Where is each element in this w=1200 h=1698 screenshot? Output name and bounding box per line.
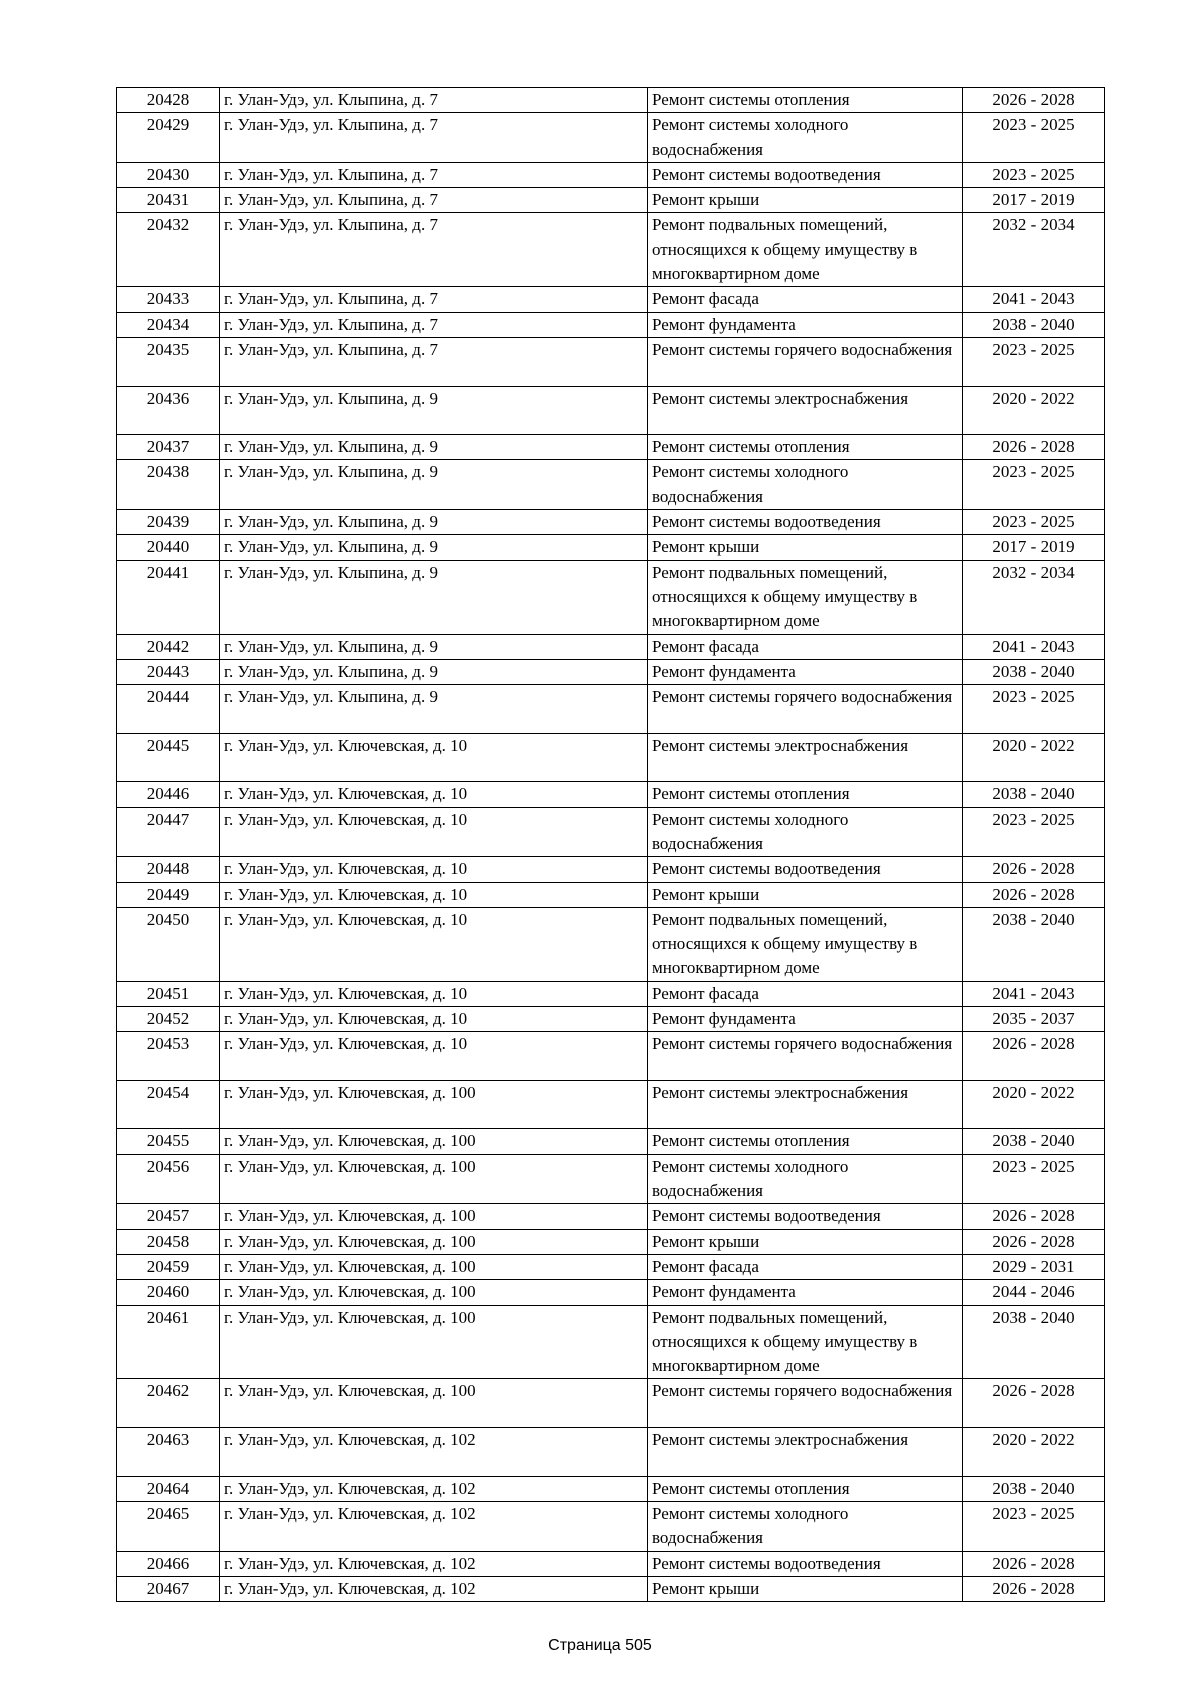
- table-row: [117, 1129, 1105, 1154]
- table-row: [117, 807, 1105, 857]
- cell-number: 20444: [117, 685, 220, 734]
- cell-work-type: Ремонт системы холодного водоснабжения: [648, 460, 963, 510]
- cell-work-type: Ремонт системы водоотведения: [648, 1204, 963, 1229]
- table-row: [117, 1229, 1105, 1254]
- cell-address: г. Улан-Удэ, ул. Клыпина, д. 7: [220, 337, 648, 386]
- cell-number: 20442: [117, 634, 220, 659]
- cell-work-type: Ремонт системы водоотведения: [648, 857, 963, 882]
- cell-number: 20435: [117, 337, 220, 386]
- cell-number: 20430: [117, 162, 220, 187]
- cell-period: 2020 - 2022: [963, 1428, 1105, 1477]
- cell-address: г. Улан-Удэ, ул. Клыпина, д. 9: [220, 659, 648, 684]
- cell-period: 2023 - 2025: [963, 807, 1105, 857]
- cell-work-type: Ремонт системы электроснабжения: [648, 733, 963, 782]
- cell-number: 20452: [117, 1006, 220, 1031]
- table-row: [117, 1379, 1105, 1428]
- table-row: [117, 857, 1105, 882]
- cell-number: 20432: [117, 213, 220, 287]
- table-row: [117, 1576, 1105, 1601]
- table-row: [117, 1280, 1105, 1305]
- cell-number: 20455: [117, 1129, 220, 1154]
- table-row: [117, 685, 1105, 734]
- cell-address: г. Улан-Удэ, ул. Ключевская, д. 10: [220, 857, 648, 882]
- cell-period: 2023 - 2025: [963, 1154, 1105, 1204]
- cell-work-type: Ремонт крыши: [648, 535, 963, 560]
- page-number: Страница 505: [548, 1637, 652, 1654]
- table-row: [117, 1254, 1105, 1279]
- cell-period: 2023 - 2025: [963, 685, 1105, 734]
- cell-address: г. Улан-Удэ, ул. Клыпина, д. 7: [220, 312, 648, 337]
- cell-work-type: Ремонт системы горячего водоснабжения: [648, 337, 963, 386]
- table-row: [117, 1204, 1105, 1229]
- cell-address: г. Улан-Удэ, ул. Ключевская, д. 10: [220, 882, 648, 907]
- cell-address: г. Улан-Удэ, ул. Ключевская, д. 10: [220, 782, 648, 807]
- cell-number: 20431: [117, 188, 220, 213]
- table-body: [117, 88, 1105, 1602]
- cell-address: г. Улан-Удэ, ул. Клыпина, д. 9: [220, 685, 648, 734]
- cell-number: 20434: [117, 312, 220, 337]
- table-row: [117, 1428, 1105, 1477]
- cell-number: 20461: [117, 1305, 220, 1379]
- cell-period: 2026 - 2028: [963, 1551, 1105, 1576]
- cell-number: 20463: [117, 1428, 220, 1477]
- cell-address: г. Улан-Удэ, ул. Ключевская, д. 100: [220, 1129, 648, 1154]
- cell-address: г. Улан-Удэ, ул. Клыпина, д. 9: [220, 560, 648, 634]
- table-row: [117, 287, 1105, 312]
- cell-period: 2023 - 2025: [963, 460, 1105, 510]
- cell-work-type: Ремонт системы электроснабжения: [648, 386, 963, 435]
- cell-number: 20429: [117, 113, 220, 163]
- cell-work-type: Ремонт фасада: [648, 634, 963, 659]
- cell-address: г. Улан-Удэ, ул. Ключевская, д. 100: [220, 1154, 648, 1204]
- cell-address: г. Улан-Удэ, ул. Ключевская, д. 100: [220, 1080, 648, 1129]
- cell-period: 2026 - 2028: [963, 882, 1105, 907]
- cell-address: г. Улан-Удэ, ул. Ключевская, д. 10: [220, 1032, 648, 1081]
- cell-address: г. Улан-Удэ, ул. Клыпина, д. 7: [220, 188, 648, 213]
- cell-work-type: Ремонт системы отопления: [648, 88, 963, 113]
- cell-period: 2029 - 2031: [963, 1254, 1105, 1279]
- cell-work-type: Ремонт системы холодного водоснабжения: [648, 113, 963, 163]
- cell-number: 20462: [117, 1379, 220, 1428]
- cell-number: 20467: [117, 1576, 220, 1601]
- table-row: [117, 1080, 1105, 1129]
- cell-period: 2026 - 2028: [963, 1032, 1105, 1081]
- cell-number: 20439: [117, 510, 220, 535]
- cell-work-type: Ремонт системы отопления: [648, 435, 963, 460]
- cell-number: 20464: [117, 1476, 220, 1501]
- table-row: [117, 733, 1105, 782]
- cell-address: г. Улан-Удэ, ул. Клыпина, д. 9: [220, 386, 648, 435]
- cell-number: 20449: [117, 882, 220, 907]
- cell-period: 2020 - 2022: [963, 1080, 1105, 1129]
- cell-period: 2026 - 2028: [963, 435, 1105, 460]
- cell-period: 2038 - 2040: [963, 659, 1105, 684]
- cell-work-type: Ремонт системы отопления: [648, 782, 963, 807]
- cell-number: 20446: [117, 782, 220, 807]
- cell-number: 20454: [117, 1080, 220, 1129]
- cell-work-type: Ремонт системы холодного водоснабжения: [648, 807, 963, 857]
- cell-number: 20465: [117, 1501, 220, 1551]
- cell-period: 2038 - 2040: [963, 1129, 1105, 1154]
- cell-work-type: Ремонт системы горячего водоснабжения: [648, 685, 963, 734]
- cell-period: 2017 - 2019: [963, 535, 1105, 560]
- cell-work-type: Ремонт фундамента: [648, 659, 963, 684]
- cell-period: 2044 - 2046: [963, 1280, 1105, 1305]
- cell-work-type: Ремонт фасада: [648, 287, 963, 312]
- table-row: [117, 88, 1105, 113]
- cell-work-type: Ремонт крыши: [648, 1576, 963, 1601]
- cell-period: 2026 - 2028: [963, 1576, 1105, 1601]
- cell-address: г. Улан-Удэ, ул. Ключевская, д. 102: [220, 1576, 648, 1601]
- cell-address: г. Улан-Удэ, ул. Ключевская, д. 100: [220, 1280, 648, 1305]
- cell-address: г. Улан-Удэ, ул. Клыпина, д. 7: [220, 287, 648, 312]
- cell-work-type: Ремонт подвальных помещений, относящихся к общему имуществу в многоквартирном доме: [648, 907, 963, 981]
- cell-work-type: Ремонт системы электроснабжения: [648, 1080, 963, 1129]
- table-row: [117, 1032, 1105, 1081]
- table-row: [117, 907, 1105, 981]
- table-row: [117, 113, 1105, 163]
- table-row: [117, 560, 1105, 634]
- cell-number: 20447: [117, 807, 220, 857]
- cell-address: г. Улан-Удэ, ул. Клыпина, д. 9: [220, 510, 648, 535]
- table-row: [117, 1006, 1105, 1031]
- cell-number: 20460: [117, 1280, 220, 1305]
- cell-period: 2038 - 2040: [963, 1476, 1105, 1501]
- cell-work-type: Ремонт крыши: [648, 1229, 963, 1254]
- cell-period: 2026 - 2028: [963, 1229, 1105, 1254]
- cell-work-type: Ремонт системы горячего водоснабжения: [648, 1379, 963, 1428]
- cell-address: г. Улан-Удэ, ул. Клыпина, д. 7: [220, 113, 648, 163]
- cell-address: г. Улан-Удэ, ул. Ключевская, д. 102: [220, 1428, 648, 1477]
- cell-work-type: Ремонт системы водоотведения: [648, 1551, 963, 1576]
- table-row: [117, 312, 1105, 337]
- table-row: [117, 659, 1105, 684]
- cell-number: 20437: [117, 435, 220, 460]
- cell-address: г. Улан-Удэ, ул. Ключевская, д. 100: [220, 1229, 648, 1254]
- work-schedule-table: [116, 87, 1105, 1602]
- cell-address: г. Улан-Удэ, ул. Ключевская, д. 100: [220, 1254, 648, 1279]
- table-row: [117, 535, 1105, 560]
- cell-address: г. Улан-Удэ, ул. Клыпина, д. 9: [220, 535, 648, 560]
- cell-address: г. Улан-Удэ, ул. Ключевская, д. 100: [220, 1379, 648, 1428]
- table-row: [117, 1501, 1105, 1551]
- cell-number: 20448: [117, 857, 220, 882]
- cell-address: г. Улан-Удэ, ул. Клыпина, д. 7: [220, 162, 648, 187]
- cell-number: 20445: [117, 733, 220, 782]
- table-row: [117, 162, 1105, 187]
- cell-address: г. Улан-Удэ, ул. Ключевская, д. 102: [220, 1551, 648, 1576]
- cell-period: 2038 - 2040: [963, 907, 1105, 981]
- table-row: [117, 782, 1105, 807]
- cell-number: 20428: [117, 88, 220, 113]
- cell-address: г. Улан-Удэ, ул. Клыпина, д. 9: [220, 634, 648, 659]
- cell-period: 2035 - 2037: [963, 1006, 1105, 1031]
- cell-number: 20450: [117, 907, 220, 981]
- cell-address: г. Улан-Удэ, ул. Ключевская, д. 10: [220, 981, 648, 1006]
- table-row: [117, 460, 1105, 510]
- cell-address: г. Улан-Удэ, ул. Ключевская, д. 100: [220, 1204, 648, 1229]
- cell-number: 20441: [117, 560, 220, 634]
- cell-period: 2026 - 2028: [963, 1204, 1105, 1229]
- cell-number: 20451: [117, 981, 220, 1006]
- page-footer: [0, 1637, 1200, 1655]
- cell-period: 2026 - 2028: [963, 1379, 1105, 1428]
- cell-period: 2020 - 2022: [963, 733, 1105, 782]
- cell-period: 2017 - 2019: [963, 188, 1105, 213]
- cell-work-type: Ремонт фундамента: [648, 312, 963, 337]
- cell-period: 2023 - 2025: [963, 1501, 1105, 1551]
- table-row: [117, 1476, 1105, 1501]
- table-row: [117, 213, 1105, 287]
- cell-period: 2038 - 2040: [963, 1305, 1105, 1379]
- table-row: [117, 337, 1105, 386]
- cell-work-type: Ремонт системы холодного водоснабжения: [648, 1154, 963, 1204]
- table-row: [117, 634, 1105, 659]
- table-row: [117, 981, 1105, 1006]
- cell-number: 20459: [117, 1254, 220, 1279]
- cell-address: г. Улан-Удэ, ул. Ключевская, д. 10: [220, 907, 648, 981]
- table-row: [117, 435, 1105, 460]
- table-row: [117, 510, 1105, 535]
- table-row: [117, 188, 1105, 213]
- cell-address: г. Улан-Удэ, ул. Ключевская, д. 10: [220, 1006, 648, 1031]
- cell-work-type: Ремонт системы водоотведения: [648, 510, 963, 535]
- cell-work-type: Ремонт подвальных помещений, относящихся к общему имуществу в многоквартирном доме: [648, 213, 963, 287]
- cell-work-type: Ремонт системы горячего водоснабжения: [648, 1032, 963, 1081]
- cell-work-type: Ремонт фасада: [648, 1254, 963, 1279]
- cell-work-type: Ремонт системы электроснабжения: [648, 1428, 963, 1477]
- cell-work-type: Ремонт крыши: [648, 188, 963, 213]
- cell-period: 2026 - 2028: [963, 88, 1105, 113]
- table-row: [117, 882, 1105, 907]
- cell-period: 2023 - 2025: [963, 510, 1105, 535]
- table-row: [117, 1305, 1105, 1379]
- cell-address: г. Улан-Удэ, ул. Ключевская, д. 10: [220, 807, 648, 857]
- cell-work-type: Ремонт системы водоотведения: [648, 162, 963, 187]
- cell-work-type: Ремонт фундамента: [648, 1006, 963, 1031]
- cell-work-type: Ремонт крыши: [648, 882, 963, 907]
- cell-number: 20436: [117, 386, 220, 435]
- cell-period: 2023 - 2025: [963, 162, 1105, 187]
- table-row: [117, 1154, 1105, 1204]
- cell-address: г. Улан-Удэ, ул. Ключевская, д. 102: [220, 1501, 648, 1551]
- cell-work-type: Ремонт подвальных помещений, относящихся к общему имуществу в многоквартирном доме: [648, 560, 963, 634]
- cell-work-type: Ремонт подвальных помещений, относящихся к общему имуществу в многоквартирном доме: [648, 1305, 963, 1379]
- cell-work-type: Ремонт системы отопления: [648, 1476, 963, 1501]
- cell-address: г. Улан-Удэ, ул. Клыпина, д. 7: [220, 213, 648, 287]
- cell-period: 2032 - 2034: [963, 560, 1105, 634]
- cell-work-type: Ремонт системы холодного водоснабжения: [648, 1501, 963, 1551]
- cell-period: 2038 - 2040: [963, 312, 1105, 337]
- cell-number: 20433: [117, 287, 220, 312]
- cell-number: 20456: [117, 1154, 220, 1204]
- cell-period: 2041 - 2043: [963, 981, 1105, 1006]
- cell-address: г. Улан-Удэ, ул. Ключевская, д. 10: [220, 733, 648, 782]
- cell-period: 2023 - 2025: [963, 113, 1105, 163]
- cell-address: г. Улан-Удэ, ул. Клыпина, д. 9: [220, 460, 648, 510]
- cell-period: 2038 - 2040: [963, 782, 1105, 807]
- cell-address: г. Улан-Удэ, ул. Клыпина, д. 7: [220, 88, 648, 113]
- cell-number: 20466: [117, 1551, 220, 1576]
- cell-period: 2041 - 2043: [963, 287, 1105, 312]
- cell-period: 2023 - 2025: [963, 337, 1105, 386]
- cell-work-type: Ремонт фасада: [648, 981, 963, 1006]
- cell-number: 20440: [117, 535, 220, 560]
- cell-address: г. Улан-Удэ, ул. Ключевская, д. 102: [220, 1476, 648, 1501]
- table-row: [117, 1551, 1105, 1576]
- table-row: [117, 386, 1105, 435]
- cell-number: 20458: [117, 1229, 220, 1254]
- cell-period: 2026 - 2028: [963, 857, 1105, 882]
- cell-work-type: Ремонт системы отопления: [648, 1129, 963, 1154]
- cell-number: 20453: [117, 1032, 220, 1081]
- cell-number: 20457: [117, 1204, 220, 1229]
- cell-period: 2041 - 2043: [963, 634, 1105, 659]
- cell-address: г. Улан-Удэ, ул. Ключевская, д. 100: [220, 1305, 648, 1379]
- cell-work-type: Ремонт фундамента: [648, 1280, 963, 1305]
- cell-number: 20438: [117, 460, 220, 510]
- cell-number: 20443: [117, 659, 220, 684]
- cell-address: г. Улан-Удэ, ул. Клыпина, д. 9: [220, 435, 648, 460]
- cell-period: 2032 - 2034: [963, 213, 1105, 287]
- cell-period: 2020 - 2022: [963, 386, 1105, 435]
